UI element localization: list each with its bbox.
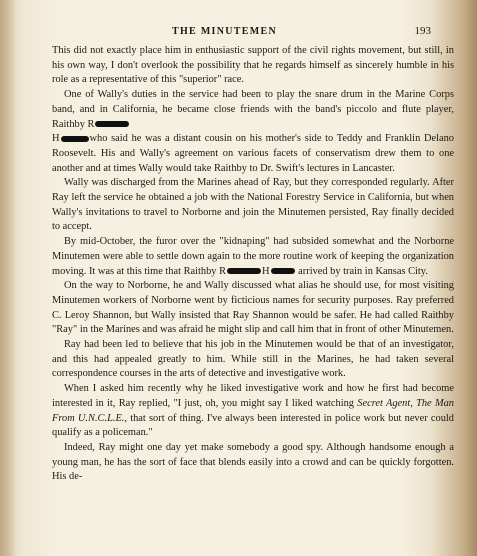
paragraph-text: H xyxy=(52,133,60,145)
paragraph-text: , that sort of thing. I've always been interested in police work but never could qualify as a policeman." xyxy=(52,412,454,439)
paragraph-text: Wally was discharged from the Marines ahead of Ray, but they corresponded regularly. After Ray left the service he obtained a job with the National Forestry Service in California, but when Wally's invitations to travel to Norborne and join the Minutemen persisted, Ray finally decided to accept. xyxy=(52,177,454,233)
paragraph xyxy=(52,279,454,338)
paragraph-text: When I asked him recently why he liked investigative work and how he first had become interested in it, Ray replied, "I just, oh, you might say I liked watching xyxy=(52,383,454,409)
paragraph-text: This did not exactly place him in enthusiastic support of the civil rights movement, but still, in his own way, I don't overlook the possibility that he regards himself as sincerely humble in his role as a representative of this "superior" race. xyxy=(52,45,454,86)
paragraph-text: On the way to Norborne, he and Wally discussed what alias he should use, for most visiting Minutemen workers of Norborne went by ficticious names for security purposes. Ray preferred C. Leroy Shannon, but Wally insisted that Ray Shannon would be safer. He had called Raithby "Ray" in the Marines and was afraid he might slip and call him that in front of other Minutemen. xyxy=(52,280,454,336)
paragraph xyxy=(52,44,454,88)
italic-title: Secret Agent, The Man From U.N.C.L.E. xyxy=(52,397,454,424)
page-number: 193 xyxy=(414,25,431,37)
redaction-mark xyxy=(227,268,261,274)
paragraph-text: H xyxy=(262,265,270,277)
paragraph-text: who said he was a distant cousin on his mother's side to Teddy and Franklin Delano Roosevelt. His and Wally's agreement on various facets of conservatism drew them to one another and at times Wally would take Raithby to Dr. Swift's lectures in Lancaster. xyxy=(52,133,454,174)
running-head: THE MINUTEMEN xyxy=(172,26,277,37)
paragraph-text: One of Wally's duties in the service had been to play the snare drum in the Marine Corps band, and in California, he became close friends with the band's piccolo and flute player, Raithby R xyxy=(52,89,454,130)
paragraph xyxy=(52,338,454,382)
redaction-mark xyxy=(61,136,89,142)
paragraph xyxy=(52,235,454,279)
paragraph xyxy=(52,176,454,235)
paragraph-text: arrived by train in Kansas City. xyxy=(298,265,428,277)
paragraph xyxy=(52,441,454,485)
page-header xyxy=(40,20,445,40)
paragraph-text: By mid-October, the furor over the "kidnaping" had subsided somewhat and the Norborne Minutemen were able to settle down again to the more routine work of keeping the organization moving. It was at this time that Raithby R xyxy=(52,236,454,277)
paragraph-text: Ray had been led to believe that his job in the Minutemen would be that of an investigator, and this had appealed greatly to him. While still in the Marines, he had taken several correspondence courses in the arts of detective and investigative work. xyxy=(52,339,454,380)
redaction-mark xyxy=(271,268,295,274)
redaction-mark xyxy=(95,121,129,127)
paragraph-text: Indeed, Ray might one day yet make somebody a good spy. Although handsome enough a young man, he has the sort of face that blends easily into a crowd and can be quickly forgotten. His de- xyxy=(52,441,454,483)
paragraph xyxy=(52,382,454,441)
paragraph xyxy=(52,88,454,176)
page-gutter-shadow xyxy=(0,0,16,556)
body-text xyxy=(52,44,454,485)
